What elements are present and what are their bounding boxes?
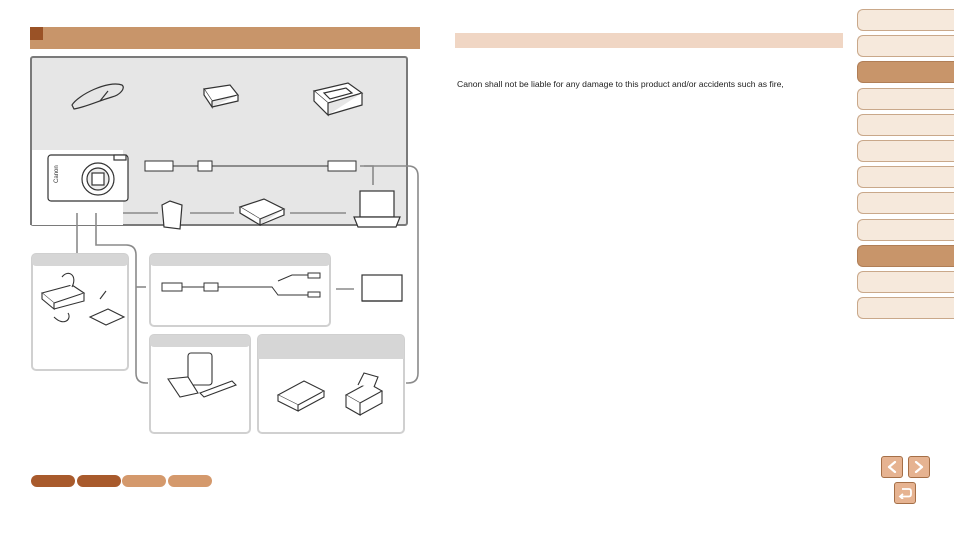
arrow-left-icon: [886, 461, 898, 473]
chapter-tab-12[interactable]: [857, 297, 954, 319]
page-pill-4[interactable]: [168, 475, 212, 487]
liability-notice: Canon shall not be liable for any damage to this product and/or accidents such as fire,: [457, 79, 784, 89]
chapter-tab-7[interactable]: [857, 166, 954, 188]
chapter-tab-1[interactable]: [857, 9, 954, 31]
back-button[interactable]: [894, 482, 916, 504]
page-pill-3[interactable]: [122, 475, 166, 487]
next-page-button[interactable]: [908, 456, 930, 478]
chapter-tab-8[interactable]: [857, 192, 954, 214]
chapter-tab-2[interactable]: [857, 35, 954, 57]
section-header-bar: [30, 27, 420, 49]
memory-card-illustration: [162, 201, 182, 229]
previous-page-button[interactable]: [881, 456, 903, 478]
chapter-tab-10[interactable]: [857, 245, 954, 267]
chapter-tab-3[interactable]: [857, 61, 954, 83]
subsection-header-bar: [455, 33, 843, 48]
chapter-tab-11[interactable]: [857, 271, 954, 293]
chapter-tab-5[interactable]: [857, 114, 954, 136]
section-header-marker: [30, 27, 43, 40]
chapter-tab-4[interactable]: [857, 88, 954, 110]
arrow-right-icon: [913, 461, 925, 473]
page-pill-1[interactable]: [31, 475, 75, 487]
svg-text:Canon: Canon: [54, 165, 60, 183]
tv-illustration: [362, 275, 402, 301]
camera-illustration: [48, 155, 128, 201]
return-icon: [898, 487, 912, 499]
page-pill-2[interactable]: [77, 475, 121, 487]
system-map-diagram: [28, 55, 422, 437]
chapter-tab-9[interactable]: [857, 219, 954, 241]
chapter-tab-6[interactable]: [857, 140, 954, 162]
computer-illustration: [354, 191, 400, 227]
